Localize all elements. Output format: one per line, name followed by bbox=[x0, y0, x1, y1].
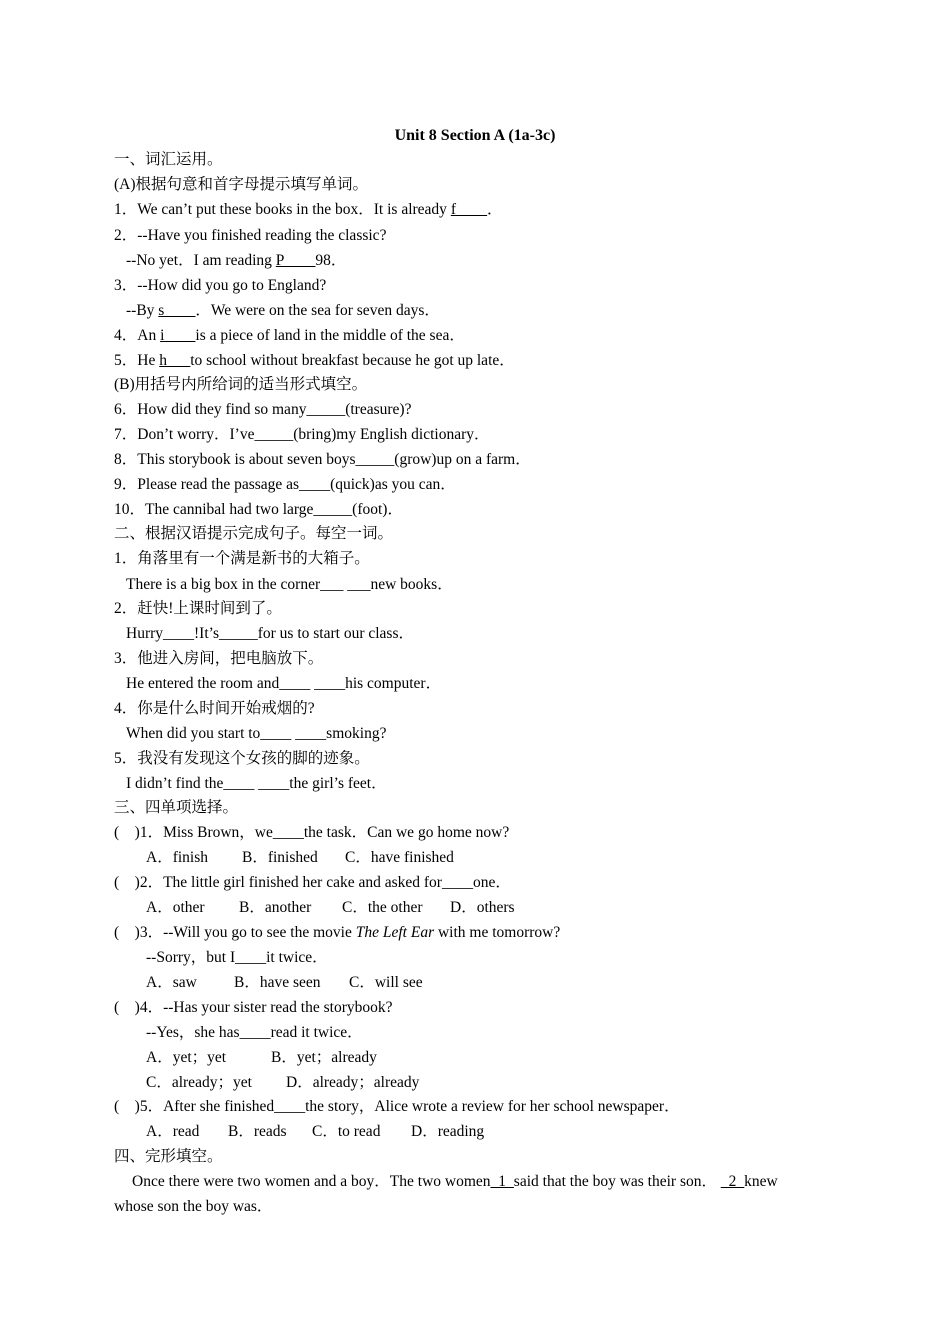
option: B．another bbox=[239, 899, 312, 916]
question: --By s____．We were on the sea for seven days． bbox=[126, 302, 440, 319]
section-heading: 一、词汇运用。 bbox=[114, 151, 223, 168]
option: B．finished bbox=[242, 849, 318, 866]
option: D．reading bbox=[411, 1123, 485, 1140]
answer-blank[interactable]: s____ bbox=[158, 302, 196, 319]
cloze-blank[interactable]: _1_ bbox=[490, 1173, 514, 1190]
question: 9．Please read the passage as____(quick)as you can． bbox=[114, 476, 456, 493]
question: ( )1．Miss Brown，we____the task．Can we go home now? bbox=[114, 824, 510, 841]
page-title: Unit 8 Section A (1a-3c) bbox=[394, 127, 556, 144]
question-chinese: 5．我没有发现这个女孩的脚的迹象。 bbox=[114, 750, 370, 767]
option: D．already；already bbox=[286, 1074, 420, 1091]
question: --Sorry，but I____it twice． bbox=[146, 949, 328, 966]
option: C．already；yet bbox=[146, 1074, 252, 1091]
question: 4．An i____is a piece of land in the middle of the sea． bbox=[114, 327, 465, 344]
answer-blank[interactable]: h___ bbox=[159, 352, 191, 369]
cloze-paragraph: whose son the boy was． bbox=[114, 1198, 273, 1215]
question: 8．This storybook is about seven boys_____(grow)up on a farm． bbox=[114, 451, 531, 468]
option: A．saw bbox=[146, 974, 197, 991]
cloze-blank[interactable]: _2_ bbox=[720, 1173, 745, 1190]
option: B．have seen bbox=[234, 974, 321, 991]
option: B．reads bbox=[228, 1123, 287, 1140]
question: 6．How did they find so many_____(treasure)? bbox=[114, 401, 412, 418]
option: A．finish bbox=[146, 849, 209, 866]
option: C．have finished bbox=[345, 849, 454, 866]
question: ( )5．After she finished____the story，Alice wrote a review for her school newspaper． bbox=[114, 1098, 680, 1115]
part-heading: (A)根据句意和首字母提示填写单词。 bbox=[114, 176, 369, 193]
option: A．read bbox=[146, 1123, 200, 1140]
answer-blank[interactable]: i____ bbox=[160, 327, 196, 344]
option: A．other bbox=[146, 899, 205, 916]
option: A．yet；yet bbox=[146, 1049, 227, 1066]
question: --No yet．I am reading P____98． bbox=[126, 252, 347, 269]
section-heading: 四、完形填空。 bbox=[114, 1148, 223, 1165]
section-heading: 三、四单项选择。 bbox=[114, 799, 239, 816]
option: C．will see bbox=[349, 974, 423, 991]
question-chinese: 1．角落里有一个满是新书的大箱子。 bbox=[114, 550, 370, 567]
cloze-paragraph: Once there were two women and a boy．The two women_1_said that the boy was their son． _2_knew bbox=[132, 1173, 778, 1190]
question: --Yes，she has____read it twice． bbox=[146, 1024, 363, 1041]
option: B．yet；already bbox=[271, 1049, 377, 1066]
question: ( )4．--Has your sister read the storybook? bbox=[114, 999, 393, 1016]
question: He entered the room and____ ____his computer． bbox=[126, 675, 442, 692]
question: ( )2．The little girl finished her cake and asked for____one． bbox=[114, 874, 511, 891]
option: C．the other bbox=[342, 899, 423, 916]
answer-blank[interactable]: f____ bbox=[450, 201, 487, 218]
question: 5．He h___to school without breakfast because he got up late． bbox=[114, 352, 515, 369]
question: I didn’t find the____ ____the girl’s feet． bbox=[126, 775, 387, 792]
option: D．others bbox=[450, 899, 515, 916]
question: 10．The cannibal had two large_____(foot)． bbox=[114, 501, 403, 518]
question: 7．Don’t worry．I’ve_____(bring)my English dictionary． bbox=[114, 426, 490, 443]
answer-blank[interactable]: P____ bbox=[275, 252, 316, 269]
question-chinese: 4．你是什么时间开始戒烟的? bbox=[114, 700, 315, 717]
question-chinese: 2．赶快!上课时间到了。 bbox=[114, 600, 282, 617]
question: ( )3．--Will you go to see the movie The Left Ear with me tomorrow? bbox=[114, 924, 561, 941]
question: Hurry____!It’s_____for us to start our class． bbox=[126, 625, 414, 642]
option: C．to read bbox=[312, 1123, 381, 1140]
question: 2．--Have you finished reading the classic? bbox=[114, 227, 387, 244]
question-chinese: 3．他进入房间，把电脑放下。 bbox=[114, 650, 324, 667]
question: 3．--How did you go to England? bbox=[114, 277, 327, 294]
section-heading: 二、根据汉语提示完成句子。每空一词。 bbox=[114, 525, 394, 542]
movie-title: The Left Ear bbox=[355, 924, 435, 941]
question: 1．We can’t put these books in the box．It is already f____． bbox=[114, 201, 503, 218]
question: When did you start to____ ____smoking? bbox=[126, 725, 387, 742]
part-heading: (B)用括号内所给词的适当形式填空。 bbox=[114, 376, 368, 393]
question: There is a big box in the corner___ ___new books． bbox=[126, 576, 453, 593]
